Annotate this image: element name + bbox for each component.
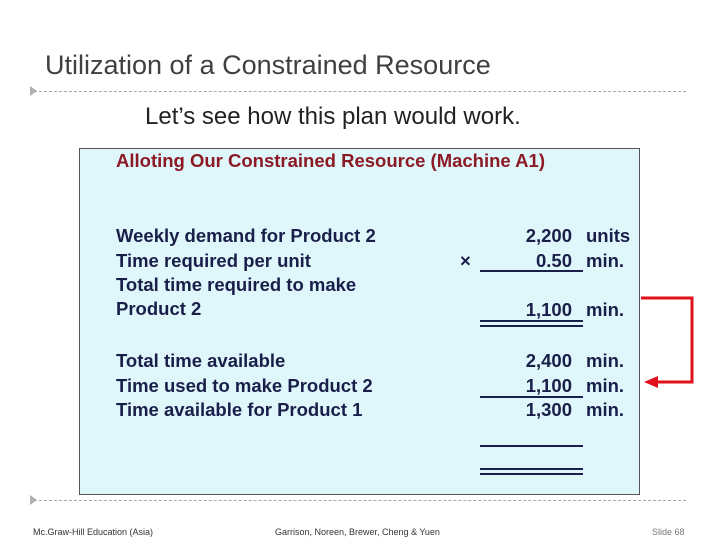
footer-authors: Garrison, Noreen, Brewer, Cheng & Yuen: [275, 527, 440, 537]
slide-subtitle: Let’s see how this plan would work.: [145, 103, 521, 130]
weekly-demand-label: Weekly demand for Product 2: [116, 225, 376, 246]
time-for-product1-unit: min.: [586, 399, 625, 420]
footer-publisher: Mc.Graw-Hill Education (Asia): [33, 527, 154, 537]
slide-number: Slide 68: [652, 527, 685, 537]
total-time-label-line2: Product 2: [116, 298, 202, 319]
time-available-unit: min.: [586, 350, 625, 371]
total-time-unit: min.: [586, 299, 625, 320]
time-used-label: Time used to make Product 2: [116, 375, 373, 396]
time-per-unit-unit: min.: [586, 250, 625, 271]
multiply-sign: ×: [460, 250, 471, 271]
time-available-label: Total time available: [116, 350, 286, 371]
weekly-demand-value: 2,200: [525, 225, 572, 246]
table-header: Alloting Our Constrained Resource (Machine A1): [116, 150, 545, 171]
time-used-value: 1,100: [525, 375, 572, 396]
time-per-unit-value: 0.50: [535, 250, 572, 271]
total-time-value: 1,100: [525, 299, 572, 320]
time-available-value: 2,400: [525, 350, 572, 371]
footer-divider: [34, 500, 686, 501]
time-for-product1-value: 1,300: [525, 399, 572, 420]
time-for-product1-label: Time available for Product 1: [116, 399, 363, 420]
time-used-unit: min.: [586, 375, 625, 396]
time-per-unit-label: Time required per unit: [116, 250, 311, 271]
slide-title: Utilization of a Constrained Resource: [45, 50, 491, 80]
total-time-label-line1: Total time required to make: [116, 274, 357, 295]
weekly-demand-unit: units: [586, 225, 631, 246]
